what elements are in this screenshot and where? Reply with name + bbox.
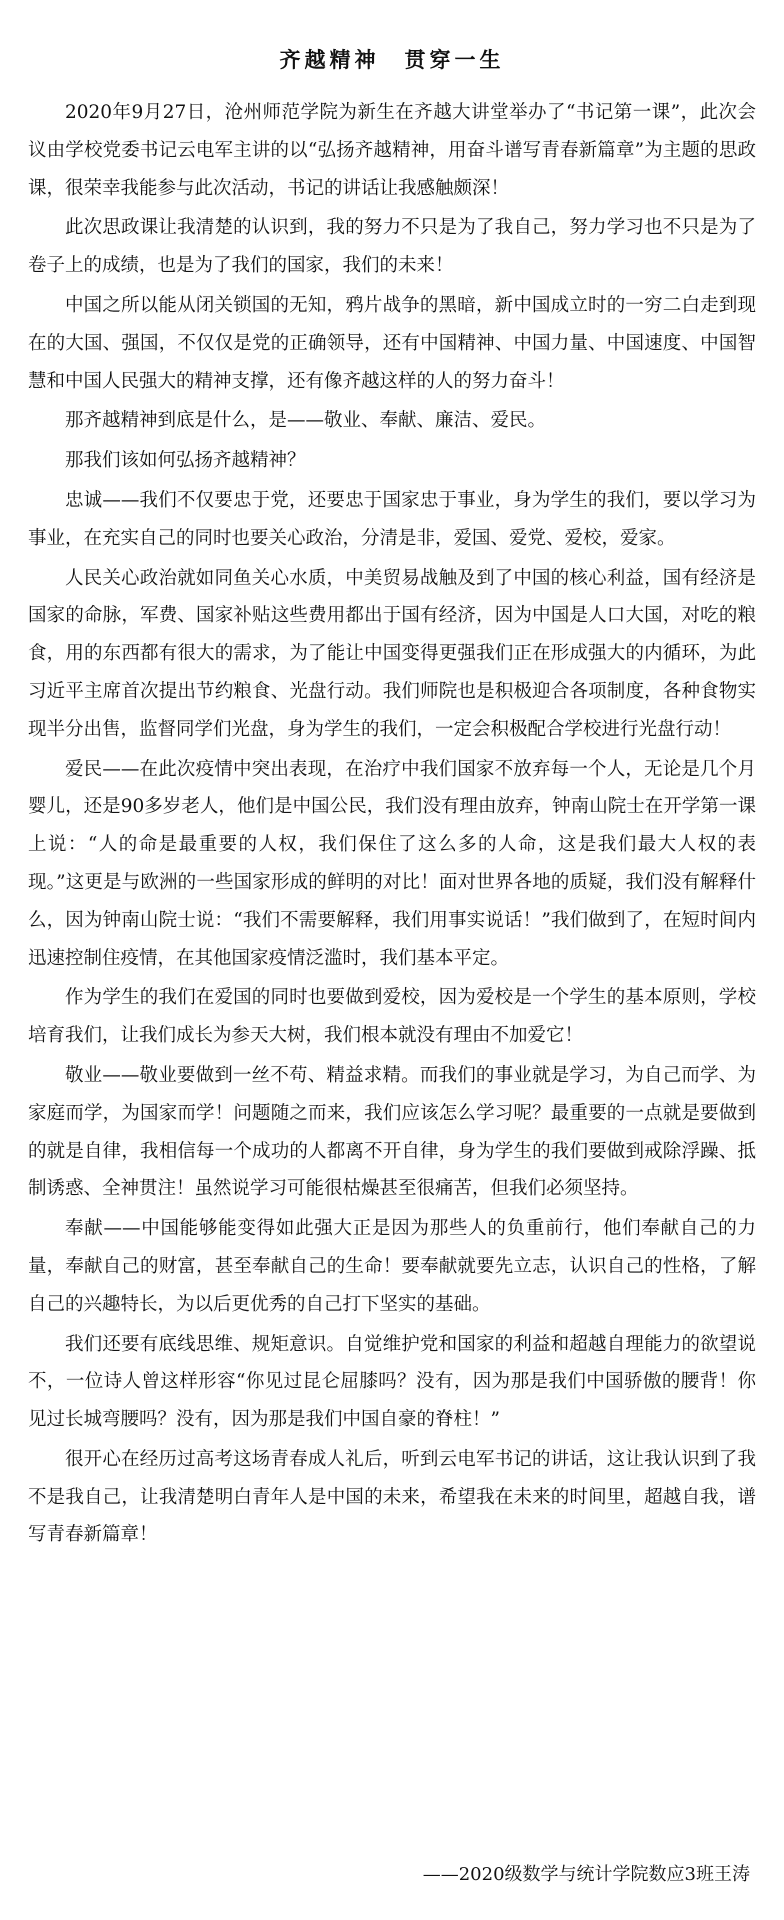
essay-body — [28, 94, 756, 1554]
author-signature: ——2020级数学与统计学院数应3班王涛 — [422, 1864, 750, 1885]
paragraph: 奉献——中国能够能变得如此强大正是因为那些人的负重前行，他们奉献自己的力量，奉献自己的财富，甚至奉献自己的生命！要奉献就要先立志，认识自己的性格，了解自己的兴趣特长，为以后更优秀的自己打下坚实的基础。 — [28, 1218, 756, 1315]
paragraph: 2020年9月27日，沧州师范学院为新生在齐越大讲堂举办了“书记第一课”，此次会议由学校党委书记云电军主讲的以“弘扬齐越精神，用奋斗谱写青春新篇章”为主题的思政课，很荣幸我能参与此次活动，书记的讲话让我感触颇深！ — [28, 102, 756, 199]
paragraph: 很开心在经历过高考这场青春成人礼后，听到云电军书记的讲话，这让我认识到了我不是我自己，让我清楚明白青年人是中国的未来，希望我在未来的时间里，超越自我，谱写青春新篇章！ — [28, 1448, 756, 1546]
paragraph: 我们还要有底线思维、规矩意识。自觉维护党和国家的利益和超越自理能力的欲望说不，一位诗人曾这样形容“你见过昆仑屈膝吗？没有，因为那是我们中国骄傲的腰背！你见过长城弯腰吗？没有，因为那是我们中国自豪的脊柱！” — [28, 1333, 756, 1431]
paragraph: 中国之所以能从闭关锁国的无知，鸦片战争的黑暗，新中国成立时的一穷二白走到现在的大国、强国，不仅仅是党的正确领导，还有中国精神、中国力量、中国速度、中国智慧和中国人民强大的精神支撑，还有像齐越这样的人的努力奋斗！ — [28, 294, 756, 392]
paragraph: 那我们该如何弘扬齐越精神？ — [65, 450, 306, 472]
paragraph: 那齐越精神到底是什么，是——敬业、奉献、廉洁、爱民。 — [65, 410, 547, 432]
essay-title: 齐越精神 贯穿一生 — [279, 47, 505, 72]
paragraph: 此次思政课让我清楚的认识到，我的努力不只是为了我自己，努力学习也不只是为了卷子上的成绩，也是为了我们的国家，我们的未来！ — [28, 217, 756, 277]
paragraph: 人民关心政治就如同鱼关心水质，中美贸易战触及到了中国的核心利益，国有经济是国家的命脉，军费、国家补贴这些费用都出于国有经济，因为中国是人口大国，对吃的粮食，用的东西都有很大的需求，为了能让中国变得更强我们正在形成强大的内循环，为此习近平主席首次提出节约粮食、光盘行动。我们师院也是积极迎合各项制度，各种食物实现半分出售，监督同学们光盘，身为学生的我们，一定会积极配合学校进行光盘行动！ — [28, 567, 756, 740]
paragraph: 爱民——在此次疫情中突出表现，在治疗中我们国家不放弃每一个人，无论是几个月婴儿，还是90多岁老人，他们是中国公民，我们没有理由放弃，钟南山院士在开学第一课上说：“人的命是最重要的人权，我们保住了这么多的人命，这是我们最大人权的表现。”这更是与欧洲的一些国家形成的鲜明的对比！面对世界各地的质疑，我们没有解释什么，因为钟南山院士说：“我们不需要解释，我们用事实说话！”我们做到了，在短时间内迅速控制住疫情，在其他国家疫情泛滥时，我们基本平定。 — [28, 758, 756, 969]
paragraph: 作为学生的我们在爱国的同时也要做到爱校，因为爱校是一个学生的基本原则，学校培育我们，让我们成长为参天大树，我们根本就没有理由不加爱它！ — [28, 987, 756, 1047]
paragraph: 忠诚——我们不仅要忠于党，还要忠于国家忠于事业，身为学生的我们，要以学习为事业，在充实自己的同时也要关心政治，分清是非，爱国、爱党、爱校，爱家。 — [28, 489, 756, 549]
paragraph: 敬业——敬业要做到一丝不苟、精益求精。而我们的事业就是学习，为自己而学、为家庭而学，为国家而学！问题随之而来，我们应该怎么学习呢？最重要的一点就是要做到的就是自律，我相信每一个成功的人都离不开自律，身为学生的我们要做到戒除浮躁、抵制诱惑、全神贯注！虽然说学习可能很枯燥甚至很痛苦，但我们必须坚持。 — [28, 1064, 756, 1200]
